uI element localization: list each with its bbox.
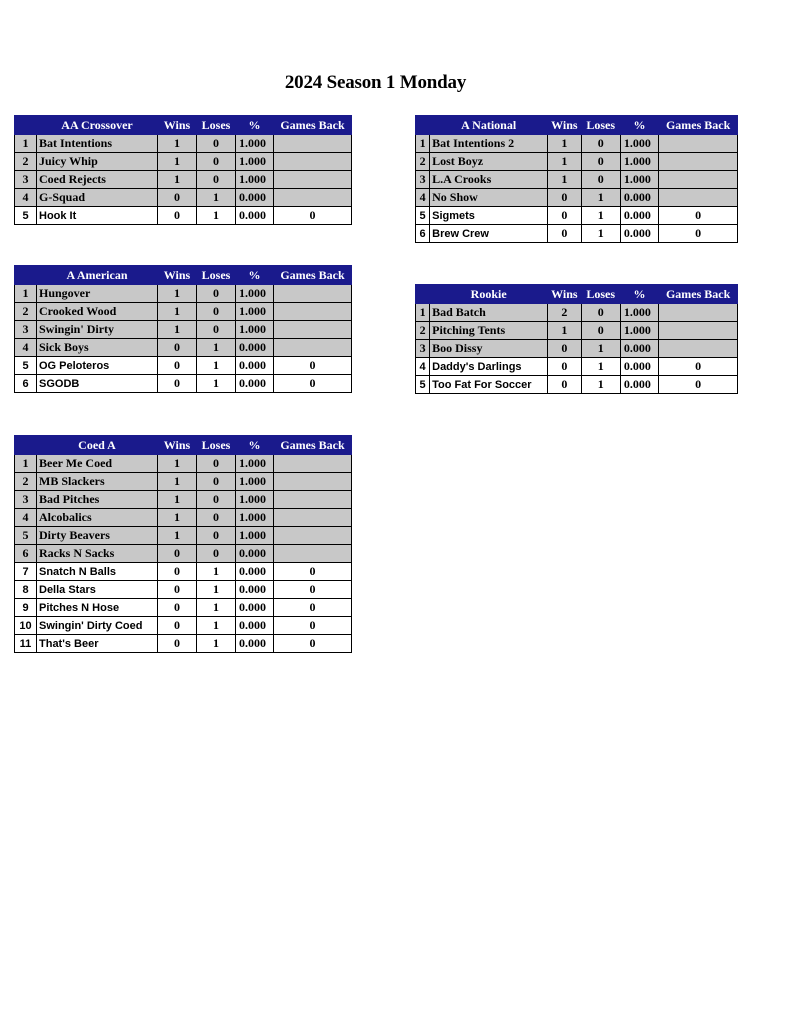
team-name-cell: Dirty Beavers xyxy=(37,527,158,545)
team-name-cell: Brew Crew xyxy=(430,225,548,243)
loses-cell: 1 xyxy=(581,340,620,358)
header-row xyxy=(416,285,738,304)
games-back-cell xyxy=(274,171,352,189)
loses-cell: 1 xyxy=(197,207,236,225)
header-row xyxy=(15,436,352,455)
rank-cell: 6 xyxy=(15,375,37,393)
wins-cell: 1 xyxy=(158,153,197,171)
team-name-cell: Lost Boyz xyxy=(430,153,548,171)
loses-cell: 1 xyxy=(197,339,236,357)
table-row xyxy=(15,635,352,653)
rank-cell: 3 xyxy=(15,321,37,339)
team-name-cell: Too Fat For Soccer xyxy=(430,376,548,394)
pct-cell: 0.000 xyxy=(620,358,658,376)
team-name-cell: Bat Intentions 2 xyxy=(430,135,548,153)
table-row xyxy=(15,375,352,393)
loses-cell: 1 xyxy=(581,225,620,243)
loses-cell: 0 xyxy=(581,153,620,171)
games-back-cell xyxy=(274,455,352,473)
games-back-cell xyxy=(274,135,352,153)
games-back-cell xyxy=(274,339,352,357)
games-back-header: Games Back xyxy=(274,436,352,455)
table-row xyxy=(416,376,738,394)
team-name-cell: L.A Crooks xyxy=(430,171,548,189)
rank-cell: 1 xyxy=(15,455,37,473)
team-name-cell: Swingin' Dirty Coed xyxy=(37,617,158,635)
table-row xyxy=(15,189,352,207)
wins-cell: 2 xyxy=(548,304,581,322)
pct-header: % xyxy=(236,116,274,135)
team-name-cell: Sigmets xyxy=(430,207,548,225)
table-row xyxy=(15,491,352,509)
table-row xyxy=(416,171,738,189)
games-back-cell: 0 xyxy=(274,207,352,225)
wins-header: Wins xyxy=(158,266,197,285)
games-back-header: Games Back xyxy=(659,116,738,135)
pct-cell: 1.000 xyxy=(620,322,658,340)
pct-cell: 0.000 xyxy=(236,207,274,225)
wins-cell: 0 xyxy=(158,207,197,225)
rank-cell: 6 xyxy=(416,225,430,243)
loses-cell: 0 xyxy=(197,509,236,527)
pct-cell: 0.000 xyxy=(620,207,658,225)
rank-cell: 4 xyxy=(15,509,37,527)
table-row xyxy=(15,303,352,321)
games-back-cell xyxy=(274,285,352,303)
division-name: A National xyxy=(430,116,548,135)
rank-cell: 3 xyxy=(416,340,430,358)
wins-header: Wins xyxy=(548,116,581,135)
table-row xyxy=(416,189,738,207)
games-back-cell xyxy=(274,321,352,339)
table-row xyxy=(416,135,738,153)
table-row xyxy=(15,599,352,617)
games-back-cell: 0 xyxy=(274,599,352,617)
loses-header: Loses xyxy=(581,116,620,135)
pct-cell: 1.000 xyxy=(236,135,274,153)
rank-cell: 5 xyxy=(15,357,37,375)
team-name-cell: SGODB xyxy=(37,375,158,393)
wins-cell: 0 xyxy=(158,189,197,207)
wins-cell: 0 xyxy=(158,563,197,581)
table-row xyxy=(15,563,352,581)
wins-cell: 0 xyxy=(158,357,197,375)
pct-cell: 0.000 xyxy=(620,376,658,394)
pct-cell: 0.000 xyxy=(620,225,658,243)
games-back-cell: 0 xyxy=(274,635,352,653)
loses-cell: 0 xyxy=(197,171,236,189)
rank-header xyxy=(416,285,430,304)
games-back-cell xyxy=(274,303,352,321)
team-name-cell: Beer Me Coed xyxy=(37,455,158,473)
wins-cell: 1 xyxy=(158,321,197,339)
pct-cell: 1.000 xyxy=(236,303,274,321)
rank-cell: 2 xyxy=(15,473,37,491)
loses-header: Loses xyxy=(197,116,236,135)
standings-table-coed-a xyxy=(14,435,352,653)
rank-cell: 4 xyxy=(15,189,37,207)
loses-header: Loses xyxy=(197,436,236,455)
team-name-cell: Bad Pitches xyxy=(37,491,158,509)
loses-cell: 1 xyxy=(197,357,236,375)
games-back-cell xyxy=(659,171,738,189)
wins-header: Wins xyxy=(158,116,197,135)
rank-cell: 1 xyxy=(416,304,430,322)
games-back-header: Games Back xyxy=(274,116,352,135)
header-row xyxy=(15,116,352,135)
standings-table-rookie xyxy=(415,284,738,394)
rank-cell: 4 xyxy=(416,189,430,207)
loses-cell: 0 xyxy=(197,545,236,563)
pct-header: % xyxy=(620,116,658,135)
division-name: Rookie xyxy=(430,285,548,304)
rank-cell: 1 xyxy=(15,285,37,303)
team-name-cell: Sick Boys xyxy=(37,339,158,357)
wins-cell: 1 xyxy=(158,135,197,153)
standings-table-a-american xyxy=(14,265,352,393)
rank-cell: 5 xyxy=(416,207,430,225)
pct-cell: 0.000 xyxy=(236,339,274,357)
pct-cell: 0.000 xyxy=(236,375,274,393)
rank-cell: 3 xyxy=(15,171,37,189)
games-back-cell: 0 xyxy=(659,207,738,225)
rank-cell: 4 xyxy=(15,339,37,357)
rank-cell: 10 xyxy=(15,617,37,635)
loses-cell: 1 xyxy=(197,635,236,653)
rank-cell: 5 xyxy=(15,207,37,225)
table-row xyxy=(15,473,352,491)
team-name-cell: Crooked Wood xyxy=(37,303,158,321)
pct-cell: 0.000 xyxy=(236,545,274,563)
loses-cell: 1 xyxy=(197,617,236,635)
pct-cell: 1.000 xyxy=(236,491,274,509)
rank-cell: 4 xyxy=(416,358,430,376)
table-row xyxy=(15,357,352,375)
team-name-cell: MB Slackers xyxy=(37,473,158,491)
loses-cell: 1 xyxy=(197,581,236,599)
pct-cell: 0.000 xyxy=(236,635,274,653)
games-back-cell: 0 xyxy=(274,617,352,635)
team-name-cell: Alcobalics xyxy=(37,509,158,527)
wins-cell: 1 xyxy=(158,473,197,491)
wins-cell: 1 xyxy=(548,135,581,153)
team-name-cell: Pitches N Hose xyxy=(37,599,158,617)
rank-cell: 6 xyxy=(15,545,37,563)
wins-cell: 0 xyxy=(158,375,197,393)
wins-cell: 1 xyxy=(158,491,197,509)
pct-header: % xyxy=(236,436,274,455)
division-name: AA Crossover xyxy=(37,116,158,135)
wins-cell: 0 xyxy=(158,545,197,563)
loses-header: Loses xyxy=(197,266,236,285)
wins-header: Wins xyxy=(548,285,581,304)
loses-cell: 0 xyxy=(197,455,236,473)
loses-cell: 0 xyxy=(581,322,620,340)
loses-cell: 1 xyxy=(197,375,236,393)
wins-cell: 1 xyxy=(548,171,581,189)
loses-cell: 0 xyxy=(197,285,236,303)
division-name: A American xyxy=(37,266,158,285)
games-back-cell xyxy=(274,491,352,509)
rank-cell: 1 xyxy=(416,135,430,153)
games-back-cell xyxy=(274,527,352,545)
games-back-cell: 0 xyxy=(274,375,352,393)
table-row xyxy=(15,153,352,171)
wins-header: Wins xyxy=(158,436,197,455)
games-back-cell xyxy=(659,135,738,153)
loses-header: Loses xyxy=(581,285,620,304)
pct-cell: 1.000 xyxy=(620,135,658,153)
games-back-cell: 0 xyxy=(274,563,352,581)
wins-cell: 0 xyxy=(548,376,581,394)
table-row xyxy=(416,153,738,171)
loses-cell: 1 xyxy=(197,563,236,581)
team-name-cell: Pitching Tents xyxy=(430,322,548,340)
table-row xyxy=(416,322,738,340)
rank-cell: 8 xyxy=(15,581,37,599)
games-back-cell xyxy=(659,322,738,340)
pct-header: % xyxy=(620,285,658,304)
wins-cell: 1 xyxy=(548,153,581,171)
loses-cell: 0 xyxy=(581,304,620,322)
loses-cell: 0 xyxy=(197,135,236,153)
team-name-cell: Coed Rejects xyxy=(37,171,158,189)
table-row xyxy=(15,207,352,225)
table-row xyxy=(416,358,738,376)
team-name-cell: Bat Intentions xyxy=(37,135,158,153)
team-name-cell: Snatch N Balls xyxy=(37,563,158,581)
loses-cell: 0 xyxy=(581,135,620,153)
team-name-cell: G-Squad xyxy=(37,189,158,207)
wins-cell: 0 xyxy=(548,207,581,225)
table-row xyxy=(15,527,352,545)
pct-cell: 0.000 xyxy=(236,617,274,635)
loses-cell: 0 xyxy=(197,527,236,545)
team-name-cell: No Show xyxy=(430,189,548,207)
table-row xyxy=(15,455,352,473)
wins-cell: 0 xyxy=(548,189,581,207)
games-back-cell xyxy=(274,473,352,491)
games-back-cell xyxy=(659,153,738,171)
rank-header xyxy=(416,116,430,135)
rank-cell: 11 xyxy=(15,635,37,653)
wins-cell: 1 xyxy=(158,285,197,303)
rank-cell: 3 xyxy=(416,171,430,189)
team-name-cell: Bad Batch xyxy=(430,304,548,322)
loses-cell: 0 xyxy=(197,321,236,339)
table-row xyxy=(15,581,352,599)
rank-header xyxy=(15,266,37,285)
games-back-cell: 0 xyxy=(659,225,738,243)
games-back-cell xyxy=(659,340,738,358)
loses-cell: 1 xyxy=(581,189,620,207)
team-name-cell: Hook It xyxy=(37,207,158,225)
table-row xyxy=(15,545,352,563)
games-back-cell: 0 xyxy=(274,581,352,599)
pct-cell: 1.000 xyxy=(236,527,274,545)
loses-cell: 1 xyxy=(581,376,620,394)
wins-cell: 0 xyxy=(548,225,581,243)
rank-cell: 7 xyxy=(15,563,37,581)
loses-cell: 1 xyxy=(197,189,236,207)
games-back-cell xyxy=(274,153,352,171)
pct-cell: 0.000 xyxy=(236,357,274,375)
games-back-header: Games Back xyxy=(274,266,352,285)
table-row xyxy=(416,225,738,243)
pct-cell: 1.000 xyxy=(236,321,274,339)
rank-header xyxy=(15,116,37,135)
games-back-cell xyxy=(659,189,738,207)
rank-cell: 2 xyxy=(15,303,37,321)
pct-cell: 1.000 xyxy=(236,171,274,189)
games-back-cell xyxy=(274,545,352,563)
pct-cell: 0.000 xyxy=(236,599,274,617)
team-name-cell: Boo Dissy xyxy=(430,340,548,358)
wins-cell: 0 xyxy=(158,581,197,599)
wins-cell: 1 xyxy=(548,322,581,340)
team-name-cell: That's Beer xyxy=(37,635,158,653)
pct-cell: 1.000 xyxy=(620,153,658,171)
table-row xyxy=(15,509,352,527)
team-name-cell: Racks N Sacks xyxy=(37,545,158,563)
table-row xyxy=(15,617,352,635)
rank-cell: 9 xyxy=(15,599,37,617)
team-name-cell: Swingin' Dirty xyxy=(37,321,158,339)
games-back-cell: 0 xyxy=(659,358,738,376)
pct-cell: 1.000 xyxy=(236,153,274,171)
table-row xyxy=(15,171,352,189)
team-name-cell: Della Stars xyxy=(37,581,158,599)
loses-cell: 0 xyxy=(197,491,236,509)
wins-cell: 1 xyxy=(158,455,197,473)
games-back-cell: 0 xyxy=(659,376,738,394)
pct-cell: 0.000 xyxy=(236,563,274,581)
pct-cell: 0.000 xyxy=(236,189,274,207)
games-back-header: Games Back xyxy=(659,285,738,304)
rank-cell: 1 xyxy=(15,135,37,153)
wins-cell: 0 xyxy=(548,340,581,358)
pct-header: % xyxy=(236,266,274,285)
pct-cell: 0.000 xyxy=(620,189,658,207)
table-row xyxy=(416,207,738,225)
games-back-cell xyxy=(274,189,352,207)
standings-table-a-national xyxy=(415,115,738,243)
standings-table-aa-crossover xyxy=(14,115,352,225)
pct-cell: 1.000 xyxy=(620,304,658,322)
rank-cell: 2 xyxy=(416,322,430,340)
wins-cell: 0 xyxy=(158,339,197,357)
pct-cell: 1.000 xyxy=(236,509,274,527)
header-row xyxy=(416,116,738,135)
loses-cell: 0 xyxy=(197,153,236,171)
team-name-cell: OG Peloteros xyxy=(37,357,158,375)
page-title: 2024 Season 1 Monday xyxy=(284,72,467,93)
pct-cell: 1.000 xyxy=(236,473,274,491)
table-row xyxy=(416,340,738,358)
loses-cell: 0 xyxy=(581,171,620,189)
loses-cell: 1 xyxy=(581,358,620,376)
loses-cell: 0 xyxy=(197,303,236,321)
wins-cell: 1 xyxy=(158,171,197,189)
loses-cell: 1 xyxy=(197,599,236,617)
pct-cell: 1.000 xyxy=(620,171,658,189)
rank-cell: 2 xyxy=(15,153,37,171)
table-row xyxy=(15,339,352,357)
pct-cell: 1.000 xyxy=(236,285,274,303)
loses-cell: 1 xyxy=(581,207,620,225)
wins-cell: 1 xyxy=(158,527,197,545)
table-row xyxy=(15,285,352,303)
table-row xyxy=(15,321,352,339)
wins-cell: 1 xyxy=(158,303,197,321)
games-back-cell xyxy=(274,509,352,527)
games-back-cell: 0 xyxy=(274,357,352,375)
pct-cell: 0.000 xyxy=(236,581,274,599)
rank-cell: 3 xyxy=(15,491,37,509)
wins-cell: 1 xyxy=(158,509,197,527)
games-back-cell xyxy=(659,304,738,322)
division-name: Coed A xyxy=(37,436,158,455)
rank-header xyxy=(15,436,37,455)
team-name-cell: Juicy Whip xyxy=(37,153,158,171)
wins-cell: 0 xyxy=(548,358,581,376)
team-name-cell: Daddy's Darlings xyxy=(430,358,548,376)
pct-cell: 1.000 xyxy=(236,455,274,473)
table-row xyxy=(416,304,738,322)
loses-cell: 0 xyxy=(197,473,236,491)
rank-cell: 2 xyxy=(416,153,430,171)
rank-cell: 5 xyxy=(15,527,37,545)
wins-cell: 0 xyxy=(158,599,197,617)
pct-cell: 0.000 xyxy=(620,340,658,358)
header-row xyxy=(15,266,352,285)
rank-cell: 5 xyxy=(416,376,430,394)
team-name-cell: Hungover xyxy=(37,285,158,303)
wins-cell: 0 xyxy=(158,635,197,653)
wins-cell: 0 xyxy=(158,617,197,635)
table-row xyxy=(15,135,352,153)
